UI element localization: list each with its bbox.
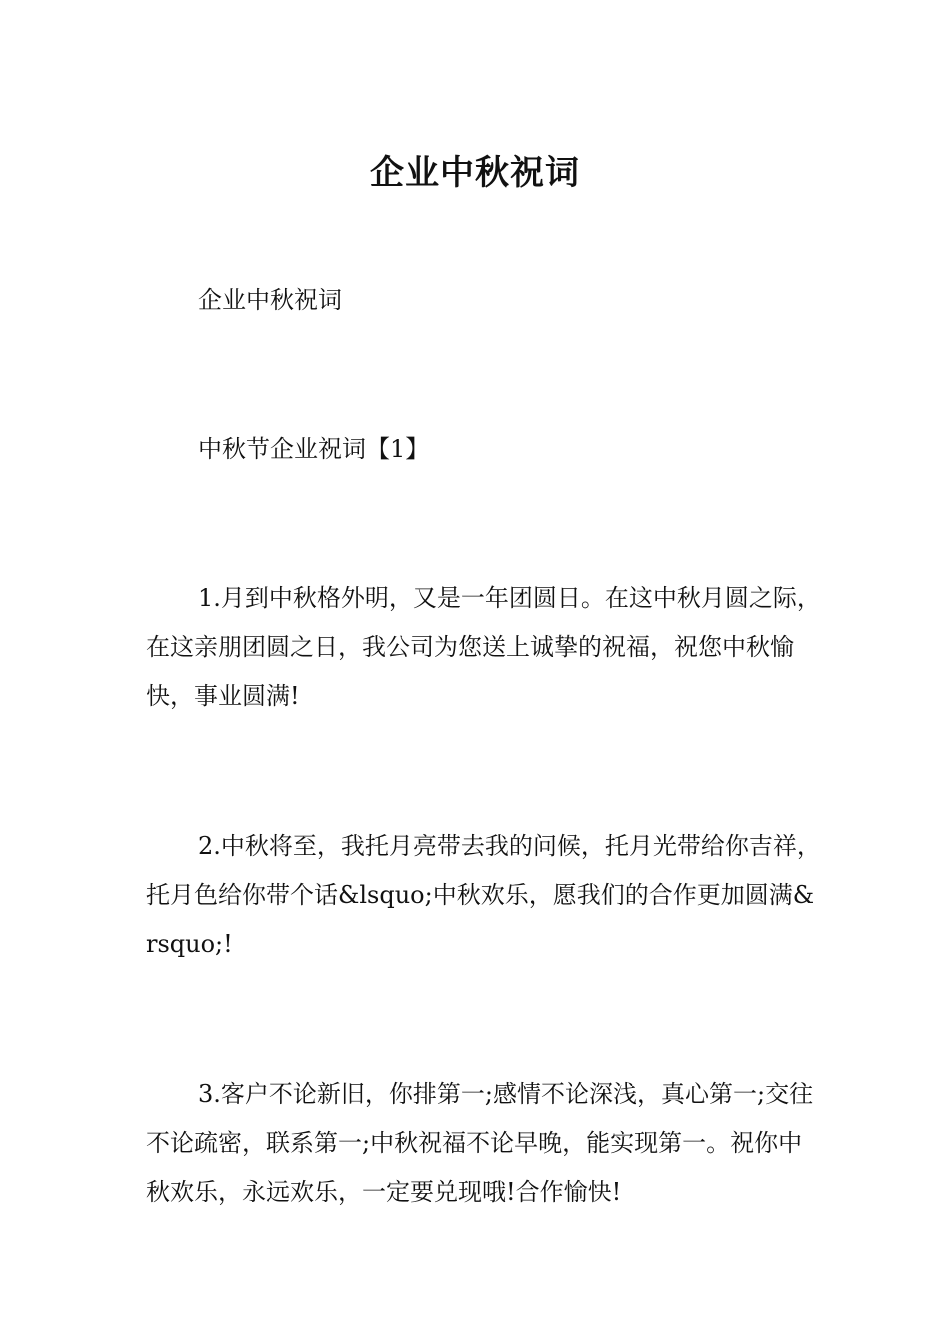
paragraph-section-heading: 中秋节企业祝词【1】 xyxy=(198,435,430,463)
paragraph-greeting-1: 1.月到中秋格外明，又是一年团圆日。在这中秋月圆之际，在这亲朋团圆之日，我公司为您送上诚挚的祝福，祝您中秋愉快，事业圆满! xyxy=(146,584,821,710)
document-title: 企业中秋祝词 xyxy=(370,152,580,193)
paragraph-greeting-3: 3.客户不论新旧，你排第一;感情不论深浅，真心第一;交往不论疏密，联系第一;中秋祝福不论早晚，能实现第一。祝你中秋欢乐，永远欢乐，一定要兑现哦!合作愉快! xyxy=(146,1080,814,1206)
paragraph-subtitle: 企业中秋祝词 xyxy=(198,286,342,314)
paragraph-greeting-2: 2.中秋将至，我托月亮带去我的问候，托月光带给你吉祥，托月色给你带个话&lsquo;中秋欢乐，愿我们的合作更加圆满&rsquo;! xyxy=(146,832,821,958)
